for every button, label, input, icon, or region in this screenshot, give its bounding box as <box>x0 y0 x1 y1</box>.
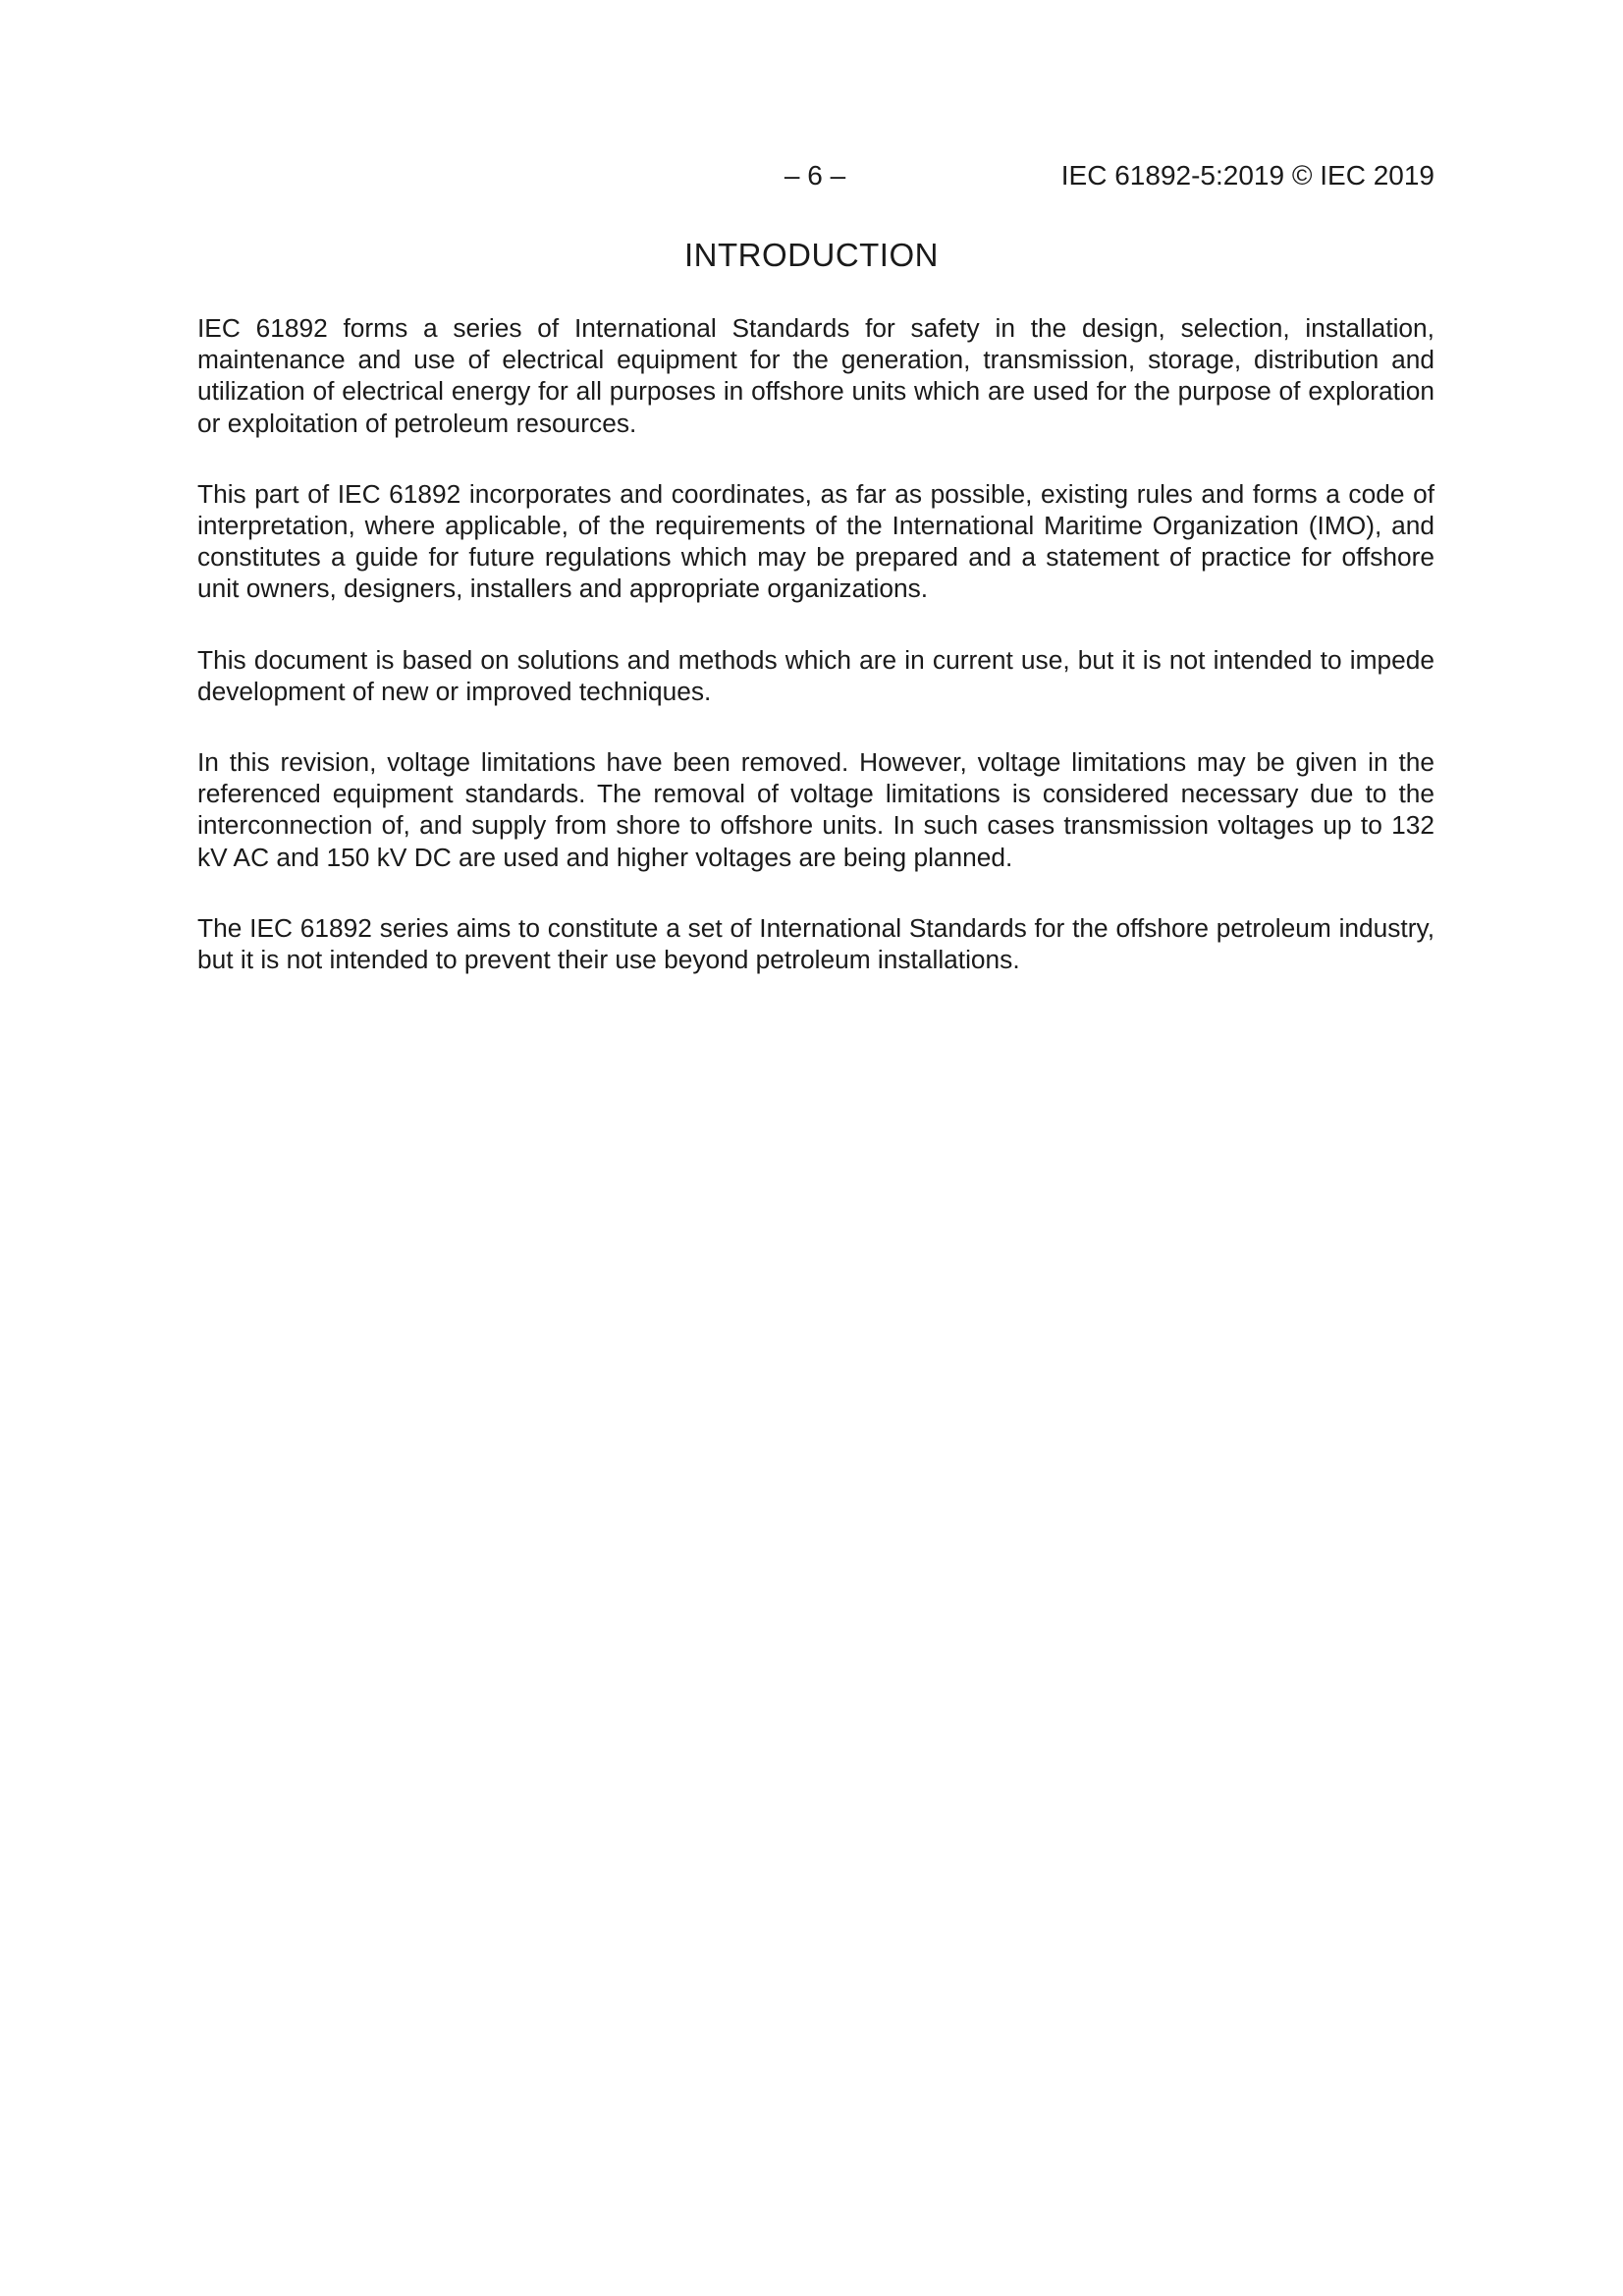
paragraph-scope: IEC 61892 forms a series of International Standards for safety in the design, selection, installation, maintenance and use of electrical equipment for the generation, transmission, storage, distribution and utilization of electrical energy for all purposes in offshore units which are used for the purpose of exploration or exploitation of petroleum resources. <box>197 313 1434 438</box>
paragraph-voltage-limitations: In this revision, voltage limitations have been removed. However, voltage limitations may be given in the referenced equipment standards. The removal of voltage limitations is considered necessary due to the interconnection of, and supply from shore to offshore units. In such cases transmission voltages up to 132 kV AC and 150 kV DC are used and higher voltages are being planned. <box>197 747 1434 872</box>
page-number: – 6 – <box>784 160 846 191</box>
paragraph-series-aim: The IEC 61892 series aims to constitute a set of International Standards for the offshore petroleum industry, but it is not intended to prevent their use beyond petroleum installations. <box>197 912 1434 975</box>
paragraph-imo-coordination: This part of IEC 61892 incorporates and coordinates, as far as possible, existing rules and forms a code of interpretation, where applicable, of the requirements of the International Maritime Organization (IMO), and constitutes a guide for future regulations which may be prepared and a statement of practice for offshore unit owners, designers, installers and appropriate organizations. <box>197 478 1434 604</box>
page-title: INTRODUCTION <box>684 237 939 273</box>
paragraph-current-methods: This document is based on solutions and methods which are in current use, but it is not intended to impede development of new or improved techniques. <box>197 644 1434 706</box>
body-text <box>197 312 1434 1014</box>
document-reference: IEC 61892-5:2019 © IEC 2019 <box>1060 160 1434 191</box>
